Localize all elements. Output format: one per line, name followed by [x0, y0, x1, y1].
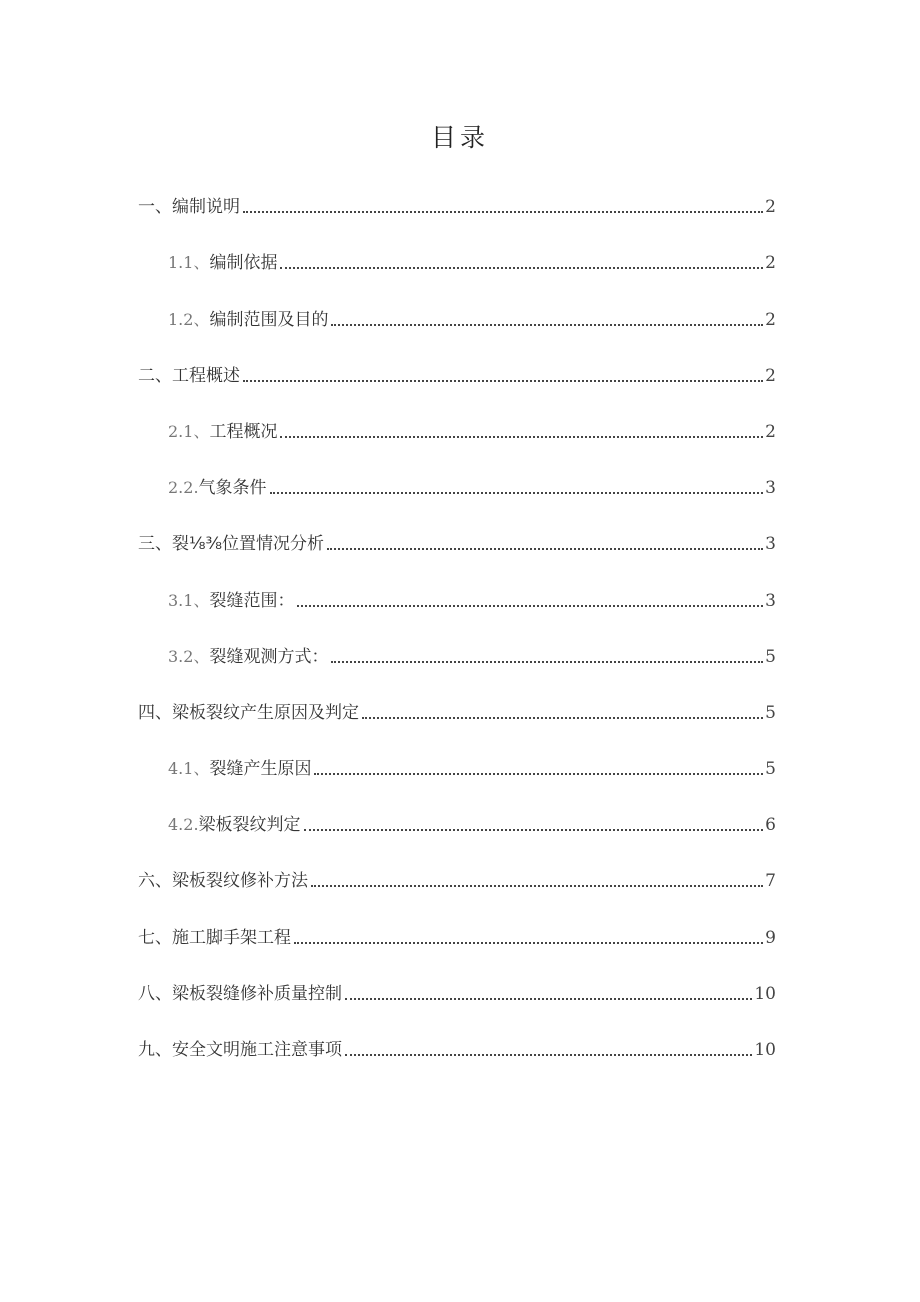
toc-page-number: 5: [765, 759, 776, 780]
toc-entry-link[interactable]: [0, 703, 920, 740]
toc-entry-text: 八、梁板裂缝修补质量控制: [138, 983, 342, 1004]
toc-page-number: 6: [765, 815, 776, 836]
toc-page-number: 5: [765, 646, 776, 667]
toc-dot-leader: [297, 605, 763, 607]
toc-entry-heading: [168, 253, 277, 273]
toc-entry-heading: [168, 647, 328, 667]
toc-entry: [0, 347, 920, 403]
toc-entry-link[interactable]: [0, 197, 920, 234]
toc-entry-heading: [138, 197, 240, 217]
toc-entry-text: 气象条件: [198, 478, 267, 499]
toc-entry-text: 七、施工脚手架工程: [138, 927, 291, 948]
toc-entry-text: 一、编制说明: [138, 197, 240, 218]
toc-entry: [0, 965, 920, 1021]
toc-entry: [0, 908, 920, 964]
toc-page-number: 9: [765, 927, 776, 948]
toc-entry-heading: [138, 871, 308, 891]
toc-entry: [0, 459, 920, 515]
toc-entry-text: 九、安全文明施工注意事项: [138, 1040, 342, 1060]
toc-entry-number: 4.1、: [168, 759, 210, 779]
toc-entry-link[interactable]: [0, 984, 920, 1021]
toc-entry-text: 四、梁板裂纹产生原因及判定: [138, 702, 359, 723]
toc-page-number: 2: [765, 253, 776, 274]
toc-entry-link[interactable]: [0, 928, 920, 965]
toc-dot-leader: [314, 773, 763, 775]
toc-entry-link[interactable]: [0, 759, 920, 796]
toc-entry-heading: [168, 422, 277, 442]
toc-entry-heading: [138, 928, 291, 948]
toc-entry-text: 裂缝范围：: [209, 590, 295, 611]
toc-page-number: 10: [754, 1040, 776, 1060]
toc-dot-leader: [331, 324, 763, 326]
toc-entry-link[interactable]: [0, 366, 920, 403]
toc-entry-heading: [168, 591, 294, 611]
toc-entry: [0, 852, 920, 908]
toc-page-number: 2: [765, 197, 776, 218]
toc-entry: [0, 403, 920, 459]
toc-entry-heading: [168, 310, 328, 330]
toc-entry-link[interactable]: [0, 422, 920, 459]
toc-entry: [0, 684, 920, 740]
toc-entry-link[interactable]: [0, 647, 920, 684]
toc-page-number: 2: [765, 421, 776, 442]
toc-dot-leader: [311, 885, 763, 887]
toc-entry-number: 3.1、: [168, 590, 210, 610]
toc-entry-heading: [138, 703, 359, 723]
toc-entry-heading: [138, 534, 324, 554]
toc-dot-leader: [331, 661, 763, 663]
toc-entry-link[interactable]: [0, 310, 920, 347]
toc-title: 目录: [430, 123, 489, 152]
toc-entry-number: 3.2、: [168, 646, 210, 666]
toc-entry-text: 六、梁板裂纹修补方法: [138, 871, 308, 892]
toc-entry-link[interactable]: [0, 534, 920, 571]
toc-entry-link[interactable]: [0, 253, 920, 290]
toc-entry-link[interactable]: [0, 591, 920, 628]
toc-page-number: 7: [765, 871, 776, 892]
toc-page-number: 3: [765, 478, 776, 499]
toc-entry: [0, 796, 920, 852]
toc-entry-text: 三、裂⅛⅜位置情况分析: [138, 534, 324, 555]
toc-entry-heading: [138, 1040, 342, 1060]
toc-entry-number: 2.2.: [168, 478, 199, 498]
toc-page-number: 2: [765, 309, 776, 330]
toc-dot-leader: [243, 211, 763, 213]
toc-entry-heading: [168, 815, 301, 835]
toc-entry-number: 4.2.: [168, 815, 199, 835]
toc-page-number: 2: [765, 365, 776, 386]
toc-entry-number: 1.1、: [168, 253, 210, 273]
toc-entry: [0, 740, 920, 796]
toc-entry-link[interactable]: [0, 478, 920, 515]
toc-entry-heading: [168, 759, 311, 779]
toc-entry-text: 二、工程概述: [138, 365, 240, 386]
toc-entry-text: 裂缝产生原因: [209, 759, 312, 780]
toc-entry-heading: [168, 478, 267, 498]
toc-dot-leader: [304, 829, 764, 831]
toc-entry: [0, 234, 920, 290]
toc-page-number: 3: [765, 590, 776, 611]
toc-dot-leader: [243, 380, 763, 382]
toc-entry-heading: [138, 984, 342, 1004]
toc-entry-link[interactable]: [0, 815, 920, 852]
toc-entry-number: 1.2、: [168, 309, 210, 329]
toc-entry-link[interactable]: [0, 871, 920, 908]
toc-dot-leader: [327, 548, 763, 550]
toc-entry-text: 编制范围及目的: [209, 309, 329, 330]
toc-entry-text: 编制依据: [209, 253, 278, 274]
toc-entry-text: 裂缝观测方式：: [209, 646, 329, 667]
toc-page-number: 10: [754, 983, 776, 1004]
toc-entry-link[interactable]: [0, 1040, 920, 1077]
toc-dot-leader: [362, 717, 763, 719]
toc-entry: [0, 515, 920, 571]
toc-dot-leader: [280, 267, 763, 269]
toc-page-number: 5: [765, 702, 776, 723]
toc-entry: [0, 628, 920, 684]
toc-entry-text: 梁板裂纹判定: [198, 815, 301, 836]
toc-dot-leader: [345, 1054, 752, 1056]
toc-entry-number: 2.1、: [168, 421, 210, 441]
toc-dot-leader: [345, 998, 752, 1000]
toc-dot-leader: [270, 492, 764, 494]
toc-entry: [0, 178, 920, 234]
toc-page-number: 3: [765, 534, 776, 555]
toc-entry-text: 工程概况: [209, 421, 278, 442]
toc-entry: [0, 1021, 920, 1077]
toc-dot-leader: [280, 436, 763, 438]
toc-dot-leader: [294, 942, 763, 944]
toc-list: [0, 178, 920, 1077]
toc-entry: [0, 290, 920, 346]
toc-entry: [0, 571, 920, 627]
toc-entry-heading: [138, 366, 240, 386]
